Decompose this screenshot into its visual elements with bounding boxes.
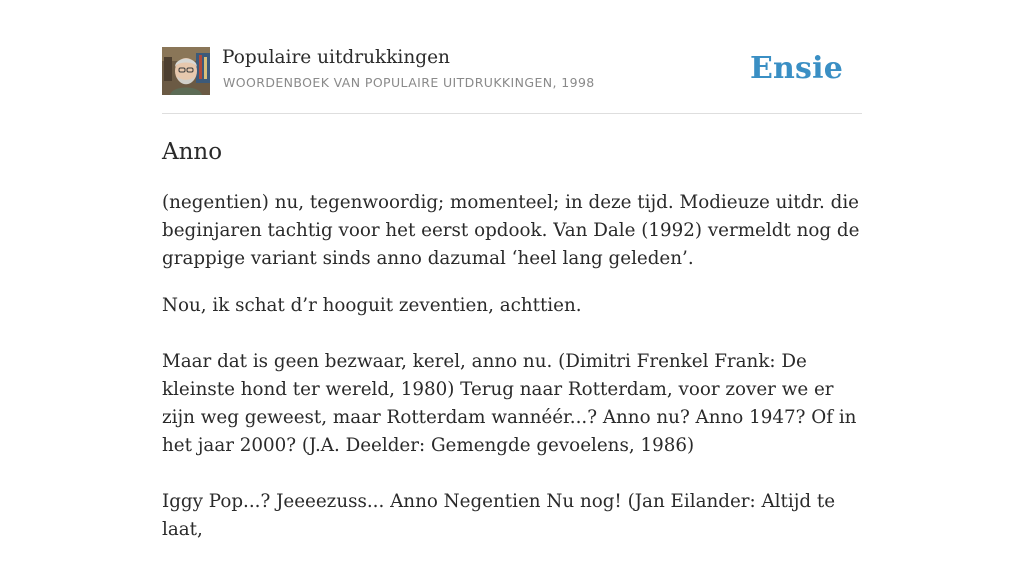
entry-title: Anno	[162, 139, 223, 165]
source-subtitle: WOORDENBOEK VAN POPULAIRE UITDRUKKINGEN, 1998	[223, 75, 595, 90]
entry-definition: (negentien) nu, tegenwoordig; momenteel; in deze tijd. Modieuze uitdr. die beginjaren tachtig voor het eerst opdook. Van Dale (1992) vermeldt nog de grappige variant sinds anno dazumal ‘heel lang geleden’.	[162, 192, 860, 269]
ensie-logo-link[interactable]: Ensie	[749, 51, 843, 86]
author-portrait-icon	[162, 47, 210, 95]
entry-header	[162, 0, 862, 114]
source-title[interactable]: Populaire uitdrukkingen	[222, 47, 450, 68]
entry-example: Iggy Pop...? Jeeeezuss... Anno Negentien Nu nog! (Jan Eilander: Altijd te laat,	[162, 491, 836, 540]
entry-example: Nou, ik schat d’r hooguit zeventien, achttien.	[162, 295, 582, 316]
author-avatar[interactable]	[162, 47, 210, 95]
entry-body	[162, 189, 862, 572]
entry-card	[162, 0, 862, 540]
entry-example: Maar dat is geen bezwaar, kerel, anno nu. (Dimitri Frenkel Frank: De kleinste hond ter wereld, 1980) Terug naar Rotterdam, voor zover we er zijn weg geweest, maar Rotterdam wannéér...? Anno nu? Anno 1947? Of in het jaar 2000? (J.A. Deelder: Gemengde gevoelens, 1986)	[162, 351, 857, 456]
